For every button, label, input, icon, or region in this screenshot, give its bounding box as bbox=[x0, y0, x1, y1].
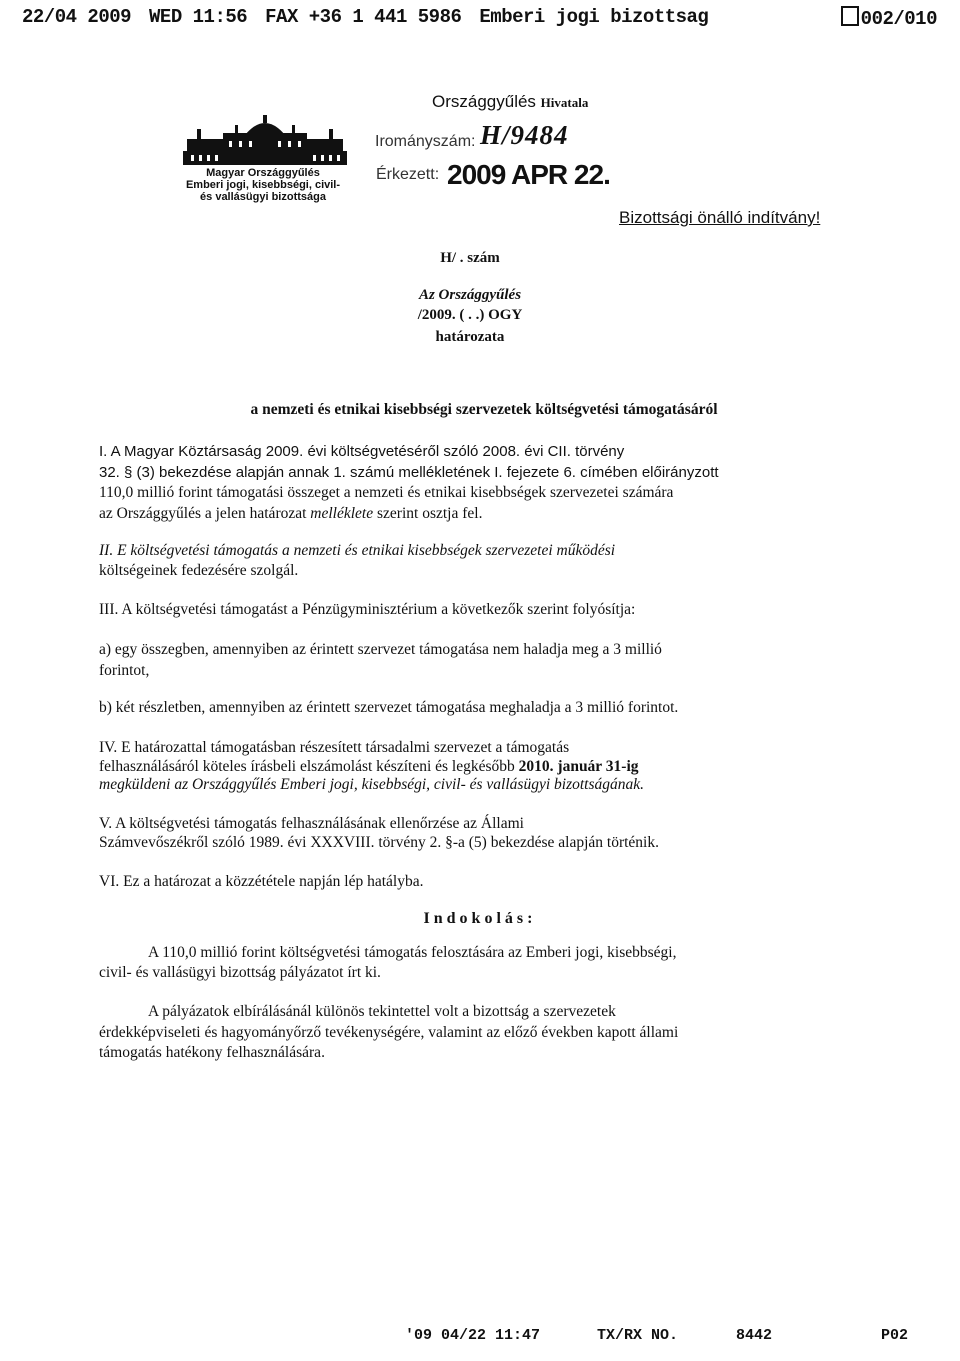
fax-date: 22/04 2009 bbox=[22, 6, 132, 28]
fax-page-icon bbox=[841, 6, 859, 26]
document-number: H/ . szám bbox=[440, 250, 500, 266]
resolution-word: határozata bbox=[435, 329, 505, 345]
paragraph-2-line-2: költségeinek fedezésére szolgál. bbox=[99, 562, 299, 579]
committee-line-2: Emberi jogi, kisebbségi, civil- bbox=[185, 179, 341, 191]
fax-header bbox=[22, 6, 937, 30]
justification-1-line-2: civil- és vallásügyi bizottság pályázatot írt ki. bbox=[99, 964, 381, 981]
parliament-logo-icon bbox=[183, 115, 347, 167]
paragraph-1-line-3: 110,0 millió forint támogatási összeget a nemzeti és etnikai kisebbségek szervezetei számára bbox=[99, 484, 674, 501]
fax-footer-txrx-label: TX/RX NO. bbox=[597, 1327, 679, 1344]
fax-page-counter bbox=[841, 6, 937, 30]
fax-day-time: WED 11:56 bbox=[149, 6, 248, 28]
paragraph-4-line-1: IV. E határozattal támogatásban részesített társadalmi szervezet a támogatás bbox=[99, 739, 570, 756]
paragraph-1-annex-ref: melléklete bbox=[310, 505, 374, 522]
paragraph-5-line-2: Számvevőszékről szóló 1989. évi XXXVIII. törvény 2. §-a (5) bekezdése alapján történik. bbox=[99, 834, 659, 851]
paragraph-4-line-2-a: felhasználásáról köteles írásbeli elszámolást készíteni és legkésőbb bbox=[99, 758, 519, 775]
fax-footer bbox=[405, 1327, 945, 1349]
fax-footer-page: P02 bbox=[881, 1327, 909, 1344]
stamp-registration-label: Irományszám: bbox=[375, 133, 476, 150]
stamp-received-value: 2009 APR 22. bbox=[447, 159, 610, 190]
paragraph-1-line-1: I. A Magyar Köztársaság 2009. évi költségvetéséről szóló 2008. évi CII. törvény bbox=[99, 443, 625, 460]
stamp-office bbox=[432, 92, 588, 112]
motion-type: Bizottsági önálló indítvány! bbox=[619, 208, 821, 227]
justification-1-line-1: A 110,0 millió forint költségvetési támogatás felosztására az Emberi jogi, kisebbségi, bbox=[148, 944, 677, 961]
justification-2-line-1: A pályázatok elbírálásánál különös tekintettel volt a bizottság a szervezetek bbox=[148, 1003, 616, 1020]
stamp-office-name: Országgyűlés bbox=[432, 92, 536, 111]
fax-page-number: 002/010 bbox=[860, 8, 937, 30]
fax-footer-datetime: '09 04/22 11:47 bbox=[405, 1327, 541, 1344]
parliament-name: Az Országgyűlés bbox=[418, 287, 522, 303]
justification-2-line-3: támogatás hatékony felhasználására. bbox=[99, 1044, 325, 1061]
committee-name bbox=[168, 167, 358, 203]
item-b-line-1: b) két részletben, amennyiben az érintett szervezet támogatása meghaladja a 3 millió forintot. bbox=[99, 699, 679, 716]
paragraph-1-line-4-a: az Országgyűlés a jelen határozat bbox=[99, 505, 311, 522]
paragraph-1-line-2: 32. § (3) bekezdése alapján annak 1. számú mellékletének I. fejezete 6. címében előirányzott bbox=[99, 464, 719, 481]
fax-sender: Emberi jogi bizottsag bbox=[479, 6, 709, 28]
committee-line-1: Magyar Országgyűlés bbox=[206, 167, 320, 179]
fax-number: FAX +36 1 441 5986 bbox=[265, 6, 462, 28]
justification-heading: Indokolás: bbox=[423, 910, 537, 927]
paragraph-6-line-1: VI. Ez a határozat a közzététele napján lép hatályba. bbox=[99, 873, 424, 890]
paragraph-4-deadline: 2010. január 31-ig bbox=[518, 758, 639, 775]
committee-line-3: és vallásügyi bizottsága bbox=[200, 191, 326, 203]
justification-2-line-2: érdekképviseleti és hagyományőrző tevékenységére, valamint az előző években kapott állami bbox=[99, 1024, 679, 1041]
stamp-registration-value: H/9484 bbox=[480, 120, 569, 150]
paragraph-4-line-2 bbox=[99, 758, 639, 776]
paragraph-1-line-4-c: szerint osztja fel. bbox=[373, 505, 483, 522]
paragraph-5-line-1: V. A költségvetési támogatás felhasználásának ellenőrzése az Állami bbox=[99, 815, 524, 832]
paragraph-4-line-3: megküldeni az Országgyűlés Emberi jogi, kisebbségi, civil- és vallásügyi bizottságának. bbox=[99, 776, 644, 793]
document-title: a nemzeti és etnikai kisebbségi szervezetek költségvetési támogatásáról bbox=[250, 401, 718, 418]
item-a-line-1: a) egy összegben, amennyiben az érintett szervezet támogatása nem haladja meg a 3 millió bbox=[99, 641, 662, 658]
item-a-line-2: forintot, bbox=[99, 662, 150, 679]
paragraph-1-line-4 bbox=[99, 505, 482, 523]
stamp-office-suffix: Hivatala bbox=[540, 95, 589, 110]
fax-footer-txrx-number: 8442 bbox=[736, 1327, 773, 1344]
paragraph-2-line-1: II. E költségvetési támogatás a nemzeti és etnikai kisebbségek szervezetei működési bbox=[99, 542, 616, 559]
paragraph-3-line-1: III. A költségvetési támogatást a Pénzügyminisztérium a következők szerint folyósítja: bbox=[99, 601, 636, 618]
stamp-received-label: Érkezett: bbox=[376, 166, 440, 183]
resolution-number: /2009. ( . .) OGY bbox=[417, 307, 523, 323]
